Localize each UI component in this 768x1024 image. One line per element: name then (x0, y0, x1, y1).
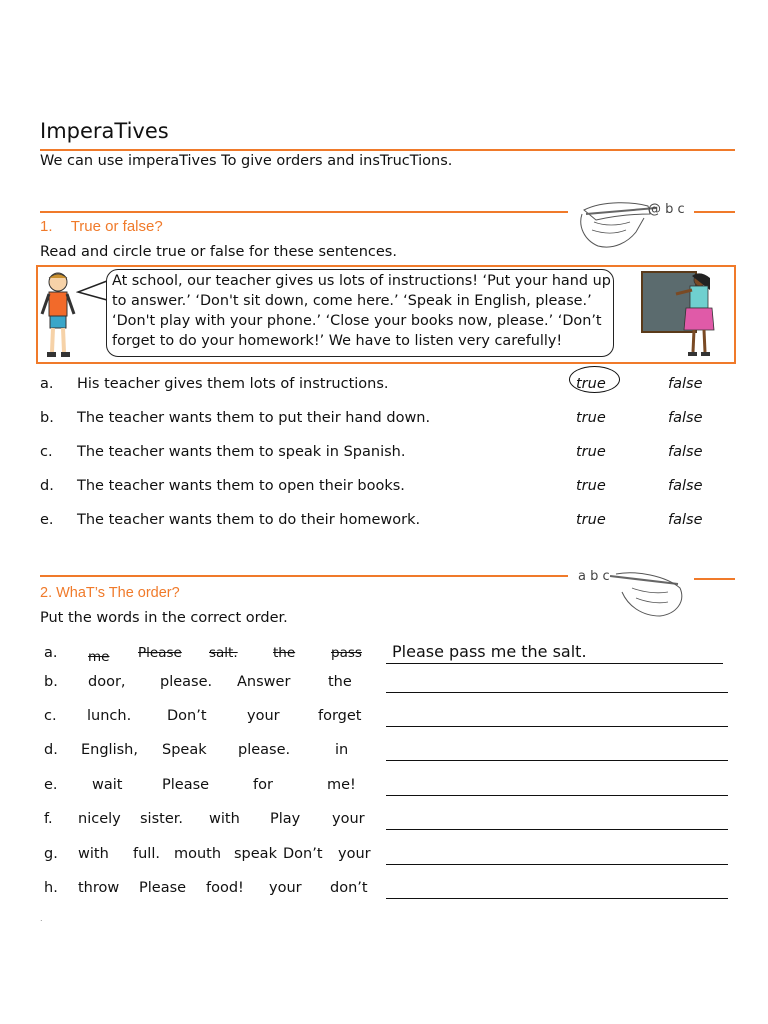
word-order-row (40, 880, 730, 902)
true-option[interactable]: true (576, 376, 606, 392)
scrambled-word: Play (270, 811, 301, 827)
tf-letter: c. (40, 444, 53, 460)
writing-hand-icon (576, 562, 696, 620)
scrambled-word: please. (238, 742, 291, 758)
word-order-row (40, 674, 730, 696)
section1-heading-text: True or false? (70, 218, 163, 235)
handwriting-abc-2: a b c (578, 569, 610, 584)
scrambled-word: me (88, 649, 110, 665)
word-order-row (40, 642, 730, 667)
tf-row (40, 512, 730, 532)
section1-heading (40, 218, 163, 235)
false-option[interactable]: false (668, 410, 703, 426)
true-option[interactable]: true (576, 410, 606, 426)
scrambled-word: your (338, 846, 371, 862)
scrambled-word: your (247, 708, 280, 724)
tf-statement: The teacher wants them to put their hand down. (77, 410, 431, 426)
scrambled-word: Please (162, 777, 210, 793)
scrambled-word: Please (139, 880, 187, 896)
row-letter: f. (44, 811, 53, 827)
scrambled-word: please. (160, 674, 213, 690)
scrambled-word: for (253, 777, 273, 793)
row-letter: h. (44, 880, 58, 896)
section1-divider (40, 211, 568, 213)
scrambled-word: mouth (174, 846, 222, 862)
scrambled-word: your (269, 880, 302, 896)
scrambled-word: sister. (140, 811, 183, 827)
tf-statement: The teacher wants them to speak in Spanish. (77, 444, 406, 460)
scrambled-word: speak (234, 846, 277, 862)
false-option[interactable]: false (668, 444, 703, 460)
section2-instruction: Put the words in the correct order. (40, 610, 288, 626)
scrambled-word: English, (81, 742, 138, 758)
answer-line[interactable] (386, 829, 728, 830)
scrambled-word: salt. (209, 645, 238, 661)
scrambled-word: Don’t (167, 708, 207, 724)
title-divider (40, 149, 735, 151)
footer-mark: . (40, 914, 43, 923)
row-letter: a. (44, 645, 58, 661)
scrambled-word: Don’t (283, 846, 323, 862)
intro-text: We can use imperaTives To give orders and insTrucTions. (40, 153, 453, 169)
row-letter: g. (44, 846, 58, 862)
tf-row (40, 478, 730, 498)
scrambled-word: door, (88, 674, 126, 690)
answer-line[interactable] (386, 864, 728, 865)
tf-row (40, 410, 730, 430)
row-letter: b. (44, 674, 58, 690)
boy-illustration (38, 270, 80, 360)
answer-line[interactable] (386, 795, 728, 796)
section2-divider (40, 575, 568, 577)
scrambled-word: your (332, 811, 365, 827)
section2-divider-right (694, 578, 735, 580)
scrambled-word: with (78, 846, 109, 862)
scrambled-word: Answer (237, 674, 291, 690)
answer-line[interactable] (386, 692, 728, 693)
word-order-row (40, 742, 730, 764)
handwriting-abc-1: @ b c (648, 202, 685, 217)
section1-instruction: Read and circle true or false for these sentences. (40, 244, 397, 260)
false-option[interactable]: false (668, 478, 703, 494)
scrambled-word: the (273, 645, 296, 661)
true-option[interactable]: true (576, 512, 606, 528)
answer-line[interactable] (386, 898, 728, 899)
scrambled-word: the (328, 674, 352, 690)
word-order-row (40, 708, 730, 730)
word-order-row (40, 811, 730, 833)
section1-heading-number: 1. (40, 218, 53, 235)
tf-letter: d. (40, 478, 54, 494)
tf-statement: His teacher gives them lots of instructions. (77, 376, 389, 392)
answer-line[interactable] (386, 726, 728, 727)
answer-line[interactable] (386, 760, 728, 761)
tf-letter: b. (40, 410, 54, 426)
teacher-blackboard-illustration (640, 268, 720, 360)
scrambled-word: nicely (78, 811, 121, 827)
scrambled-word: me! (327, 777, 356, 793)
scrambled-word: throw (78, 880, 120, 896)
row-letter: e. (44, 777, 58, 793)
speech-bubble-tail (76, 278, 110, 304)
scrambled-word: Speak (162, 742, 207, 758)
tf-statement: The teacher wants them to open their books. (77, 478, 405, 494)
scrambled-word: pass (331, 645, 362, 661)
tf-letter: a. (40, 376, 54, 392)
tf-row (40, 376, 730, 396)
row-letter: c. (44, 708, 57, 724)
scrambled-word: wait (92, 777, 123, 793)
false-option[interactable]: false (668, 376, 703, 392)
example-answer: Please pass me the salt. (392, 642, 587, 661)
row-letter: d. (44, 742, 58, 758)
story-text: At school, our teacher gives us lots of instructions! ‘Put your hand up to answer.’ ‘Don't sit down, come here.’ ‘Speak in English, please.’ ‘Don't play with your phone.’ ‘Close your books now, please.’ ‘Don’t forget to do your homework!’ We have to listen very carefully! (112, 273, 611, 349)
scrambled-word: with (209, 811, 240, 827)
scrambled-word: full. (133, 846, 160, 862)
speech-bubble (106, 269, 614, 357)
scrambled-word: forget (318, 708, 362, 724)
section2-heading: 2. WhaT’s The order? (40, 585, 180, 601)
tf-row (40, 444, 730, 464)
scrambled-word: Please (138, 645, 182, 661)
scrambled-word: in (335, 742, 349, 758)
answer-line[interactable] (386, 663, 723, 664)
writing-hand-icon (574, 192, 694, 252)
scrambled-word: lunch. (87, 708, 132, 724)
tf-letter: e. (40, 512, 54, 528)
scrambled-word: food! (206, 880, 244, 896)
scrambled-word: don’t (330, 880, 368, 896)
true-option[interactable]: true (576, 444, 606, 460)
tf-statement: The teacher wants them to do their homework. (77, 512, 421, 528)
true-option[interactable]: true (576, 478, 606, 494)
page-title: ImperaTives (40, 119, 169, 143)
word-order-row (40, 846, 730, 868)
false-option[interactable]: false (668, 512, 703, 528)
section1-divider-right (694, 211, 735, 213)
word-order-row (40, 777, 730, 799)
